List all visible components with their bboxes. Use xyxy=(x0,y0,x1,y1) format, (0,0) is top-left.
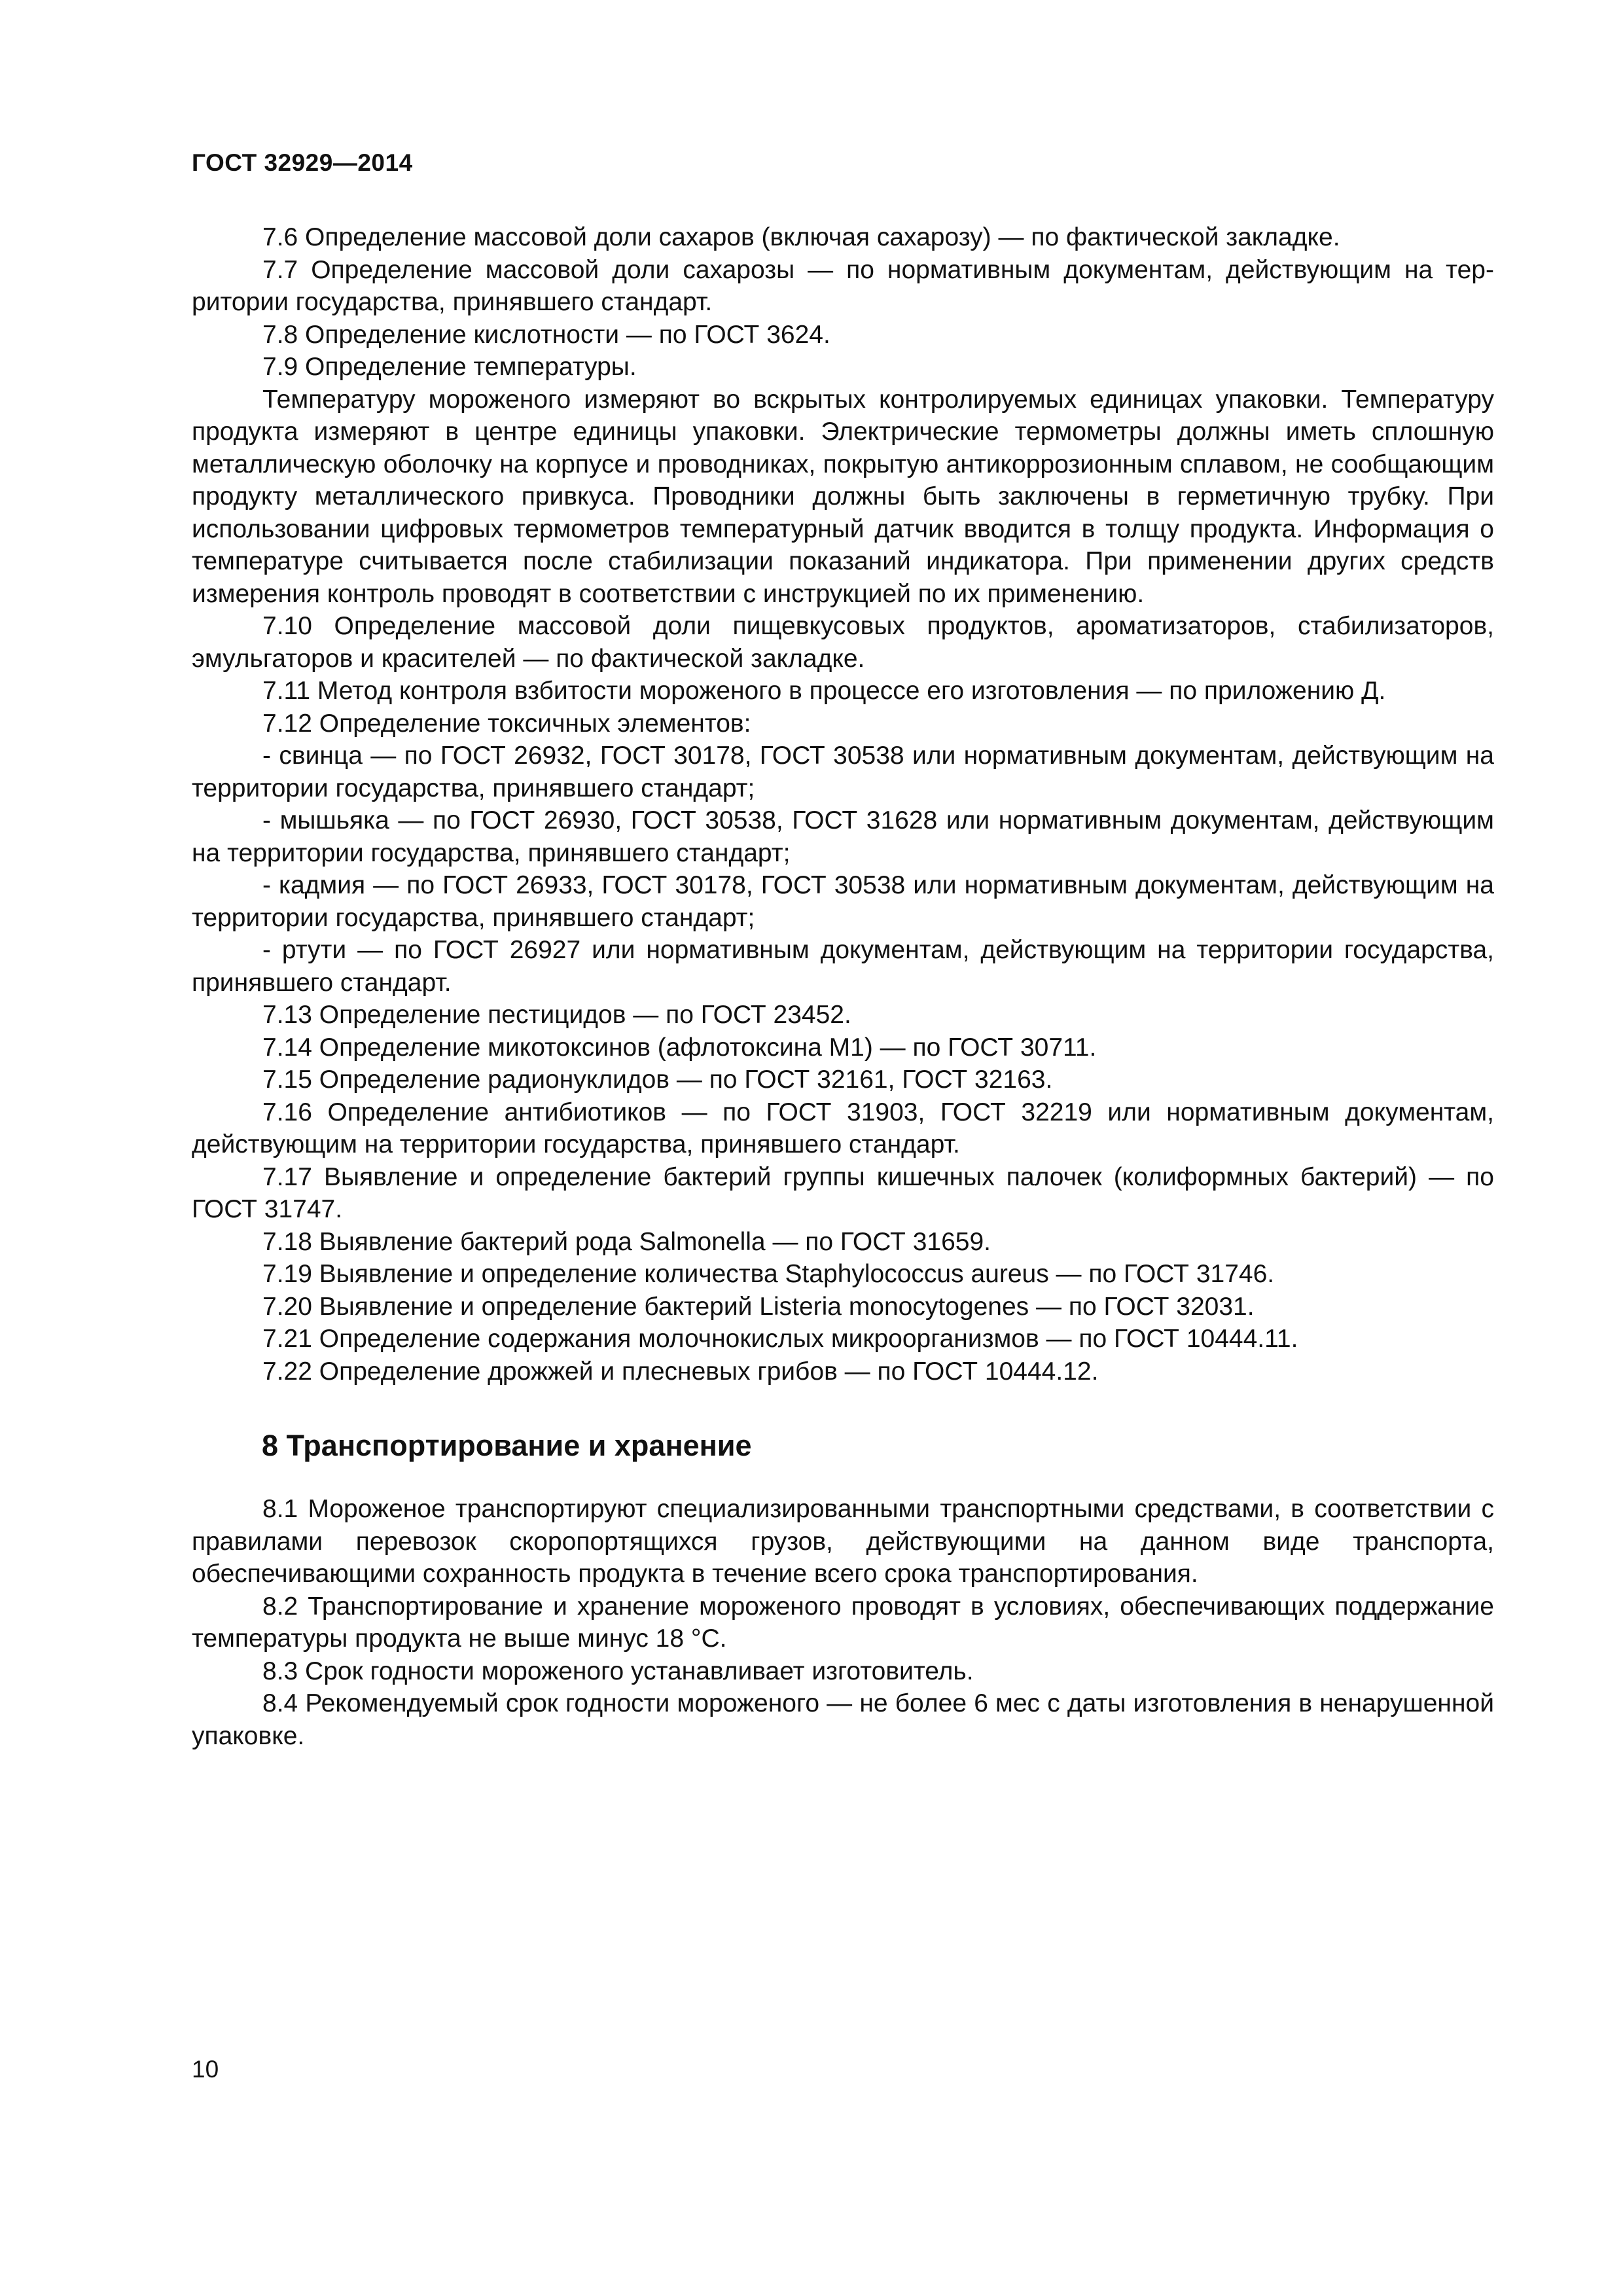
paragraph-8-2: 8.2 Транспортирование и хранение мороженого проводят в условиях, обеспечивающих поддержание температуры продукта не выше минус 18 °С. xyxy=(192,1592,1494,1653)
paragraph-7-15: 7.15 Определение радионуклидов — по ГОСТ 32161, ГОСТ 32163. xyxy=(262,1066,1053,1094)
paragraph-7-9-text: Температуру мороженого измеряют во вскрытых контролируемых единицах упаковки. Температуру продукта измеряют в центре единицы упаковки. Электрические термометры должны иметь сплошную металлическую оболочку на корпусе и проводниках, покрытую антикоррозионным сплавом, не сообщающим продукту металлического привкуса. Проводники должны быть заключены в герметичную трубку. При использовании цифровых термометров температурный датчик вводится в толщу продукта. Информация о температуре считывается после стабилизации показаний индикатора. При применении других средств измерения контроль проводят в соответствии с инструкцией по их применению. xyxy=(192,385,1494,608)
section-7-body xyxy=(192,221,1494,1388)
paragraph-7-14: 7.14 Определение микотоксинов (афлотоксина М1) — по ГОСТ 30711. xyxy=(262,1033,1097,1062)
paragraph-7-16: 7.16 Определение антибиотиков — по ГОСТ 31903, ГОСТ 32219 или нормативным документам, действующим на территории государства, принявшего стандарт. xyxy=(192,1098,1494,1158)
paragraph-8-4: 8.4 Рекомендуемый срок годности мороженого — не более 6 мес с даты изготовления в ненарушенной упаковке. xyxy=(192,1689,1494,1750)
list-item-mercury: - ртути — по ГОСТ 26927 или нормативным документам, действующим на территории государства, принявшего стандарт. xyxy=(192,936,1494,997)
list-item-cadmium: - кадмия — по ГОСТ 26933, ГОСТ 30178, ГОСТ 30538 или нормативным документам, действующим на территории государства, принявшего стандарт; xyxy=(192,871,1494,932)
list-item-lead: - свинца — по ГОСТ 26932, ГОСТ 30178, ГОСТ 30538 или нормативным документам, действующим на территории государства, принявшего стандарт; xyxy=(192,742,1494,802)
paragraph-7-22: 7.22 Определение дрожжей и плесневых грибов — по ГОСТ 10444.12. xyxy=(262,1357,1099,1386)
paragraph-7-13: 7.13 Определение пестицидов — по ГОСТ 23452. xyxy=(262,1001,851,1029)
paragraph-7-7: 7.7 Определение массовой доли сахарозы — по нормативным документам, действующим на территории государства, принявшего стандарт. xyxy=(192,255,1494,316)
paragraph-7-11: 7.11 Метод контроля взбитости мороженого в процессе его изготовления — по приложению Д. xyxy=(262,677,1386,705)
paragraph-7-17: 7.17 Выявление и определение бактерий группы кишечных палочек (колиформных бактерий) — по ГОСТ 31747. xyxy=(192,1162,1494,1223)
page-header: ГОСТ 32929—2014 xyxy=(192,149,413,176)
paragraph-7-9: 7.9 Определение температуры. xyxy=(262,353,637,381)
paragraph-7-6: 7.6 Определение массовой доли сахаров (включая сахарозу) — по фактической закладке. xyxy=(262,223,1340,251)
page-number: 10 xyxy=(192,2056,219,2083)
paragraph-7-20: 7.20 Выявление и определение бактерий Listeria monocytogenes — по ГОСТ 32031. xyxy=(262,1292,1255,1321)
paragraph-7-21: 7.21 Определение содержания молочнокислых микроорганизмов — по ГОСТ 10444.11. xyxy=(262,1325,1298,1353)
paragraph-8-3: 8.3 Срок годности мороженого устанавливает изготовитель. xyxy=(262,1657,974,1685)
paragraph-7-18: 7.18 Выявление бактерий рода Salmonella — по ГОСТ 31659. xyxy=(262,1227,991,1256)
section-8-heading: 8 Транспортирование и хранение xyxy=(262,1429,752,1462)
paragraph-7-8: 7.8 Определение кислотности — по ГОСТ 3624. xyxy=(262,320,830,349)
list-item-arsenic: - мышьяка — по ГОСТ 26930, ГОСТ 30538, ГОСТ 31628 или нормативным документам, действующим на территории государства, принявшего стандарт; xyxy=(192,806,1494,867)
paragraph-8-1: 8.1 Мороженое транспортируют специализированными транспортными средствами, в соответствии с правилами перевозок скоропортящихся грузов, действующими на данном виде транспорта, обеспечивающими сохранность продукта в течение всего срока транспортирования. xyxy=(192,1495,1494,1588)
section-8-body xyxy=(192,1493,1494,1752)
paragraph-7-10: 7.10 Определение массовой доли пищевкусовых продуктов, ароматизаторов, стабилизаторов, эмульгаторов и красителей — по фактической закладке. xyxy=(192,612,1494,673)
paragraph-7-12: 7.12 Определение токсичных элементов: xyxy=(262,709,751,738)
paragraph-7-19: 7.19 Выявление и определение количества Staphylococcus aureus — по ГОСТ 31746. xyxy=(262,1260,1275,1288)
